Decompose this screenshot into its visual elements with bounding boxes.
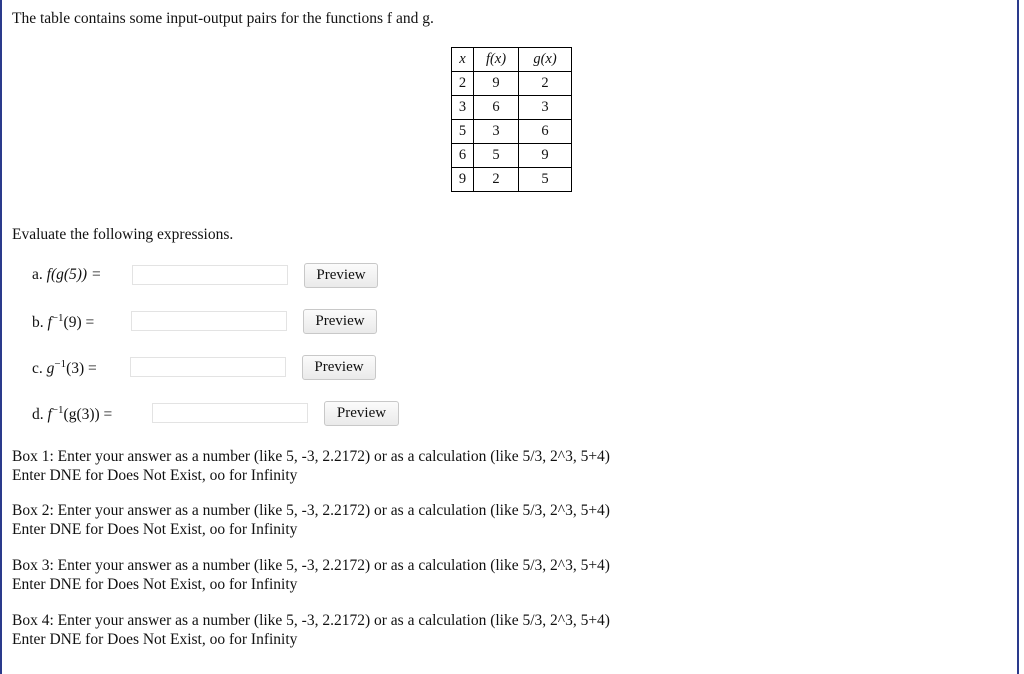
question-expression-arg: (3) = [66,360,97,378]
question-b-expression [32,312,94,332]
answer-input-3[interactable] [130,357,286,377]
question-label: b. [32,314,44,332]
table-row [452,72,572,96]
preview-button-1[interactable]: Preview [304,263,378,288]
table-cell: 2 [452,72,474,96]
table-header-fx: f(x) [474,48,519,72]
table-cell: 9 [474,72,519,96]
help-box-3 [12,556,610,594]
question-expression: f(g(5)) = [46,266,102,283]
table-cell: 9 [519,144,572,168]
table-header-row [452,48,572,72]
question-label: c. [32,360,43,378]
table-cell: 5 [519,168,572,192]
help-line: Enter DNE for Does Not Exist, oo for Infinity [12,467,298,484]
question-expression-func: g [46,360,55,378]
help-line: Box 2: Enter your answer as a number (like 5, -3, 2.2172) or as a calculation (like 5/3, 2^3, 5+4) [12,502,610,519]
question-c-expression [32,358,97,378]
table-row [452,120,572,144]
preview-button-4[interactable]: Preview [324,401,399,426]
problem-intro: The table contains some input-output pairs for the functions f and g. [12,10,434,27]
question-expression-func: f [47,406,52,424]
question-d-expression [32,404,112,424]
question-label: a. [32,266,43,283]
help-line: Box 1: Enter your answer as a number (like 5, -3, 2.2172) or as a calculation (like 5/3, 2^3, 5+4) [12,448,610,465]
answer-input-1[interactable] [132,265,288,285]
table-header-gx: g(x) [519,48,572,72]
question-expression-func: f [47,314,52,332]
inverse-superscript: −1 [51,404,64,416]
input-output-table [451,47,572,192]
table-cell: 2 [474,168,519,192]
inverse-superscript: −1 [51,312,64,324]
help-line: Box 3: Enter your answer as a number (like 5, -3, 2.2172) or as a calculation (like 5/3, 2^3, 5+4) [12,557,610,574]
question-expression-arg: (9) = [63,314,95,332]
table-row [452,144,572,168]
table-row [452,168,572,192]
table-cell: 5 [474,144,519,168]
table-row [452,96,572,120]
question-label: d. [32,406,44,424]
table-cell: 6 [519,120,572,144]
preview-button-2[interactable]: Preview [303,309,377,334]
help-line: Enter DNE for Does Not Exist, oo for Infinity [12,521,298,538]
evaluate-prompt: Evaluate the following expressions. [12,226,234,243]
preview-button-3[interactable]: Preview [302,355,376,380]
answer-input-2[interactable] [131,311,287,331]
question-expression-arg: (g(3)) = [63,406,113,424]
help-line: Enter DNE for Does Not Exist, oo for Infinity [12,576,298,593]
table-cell: 5 [452,120,474,144]
table-cell: 9 [452,168,474,192]
inverse-superscript: −1 [54,358,67,370]
table-cell: 3 [452,96,474,120]
table-header-x: x [452,48,474,72]
help-box-4 [12,611,610,649]
table-cell: 6 [474,96,519,120]
help-box-1 [12,447,610,485]
table-cell: 3 [519,96,572,120]
table-cell: 2 [519,72,572,96]
help-line: Box 4: Enter your answer as a number (like 5, -3, 2.2172) or as a calculation (like 5/3, 2^3, 5+4) [12,612,610,629]
question-a-expression [32,266,101,284]
help-box-2 [12,501,610,539]
table-cell: 6 [452,144,474,168]
help-line: Enter DNE for Does Not Exist, oo for Infinity [12,631,298,648]
table-cell: 3 [474,120,519,144]
answer-input-4[interactable] [152,403,308,423]
